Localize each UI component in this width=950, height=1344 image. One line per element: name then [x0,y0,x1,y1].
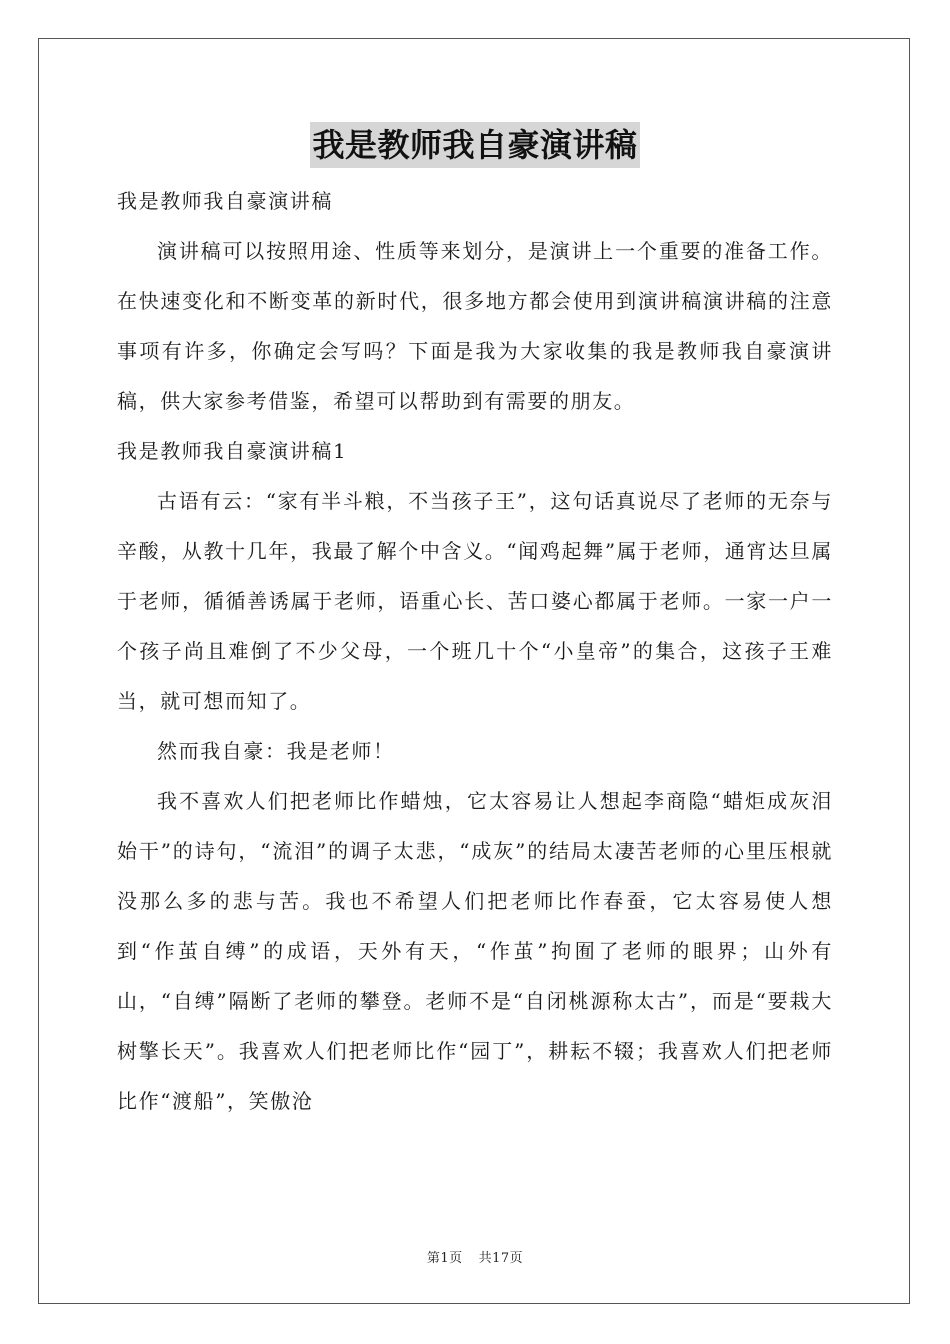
document-title: 我是教师我自豪演讲稿 [310,122,639,168]
page-footer [0,1247,950,1266]
paragraph-body-3: 我不喜欢人们把老师比作蜡烛，它太容易让人想起李商隐“蜡炬成灰泪始干”的诗句，“流泪”的调子太悲，“成灰”的结局太凄苦老师的心里压根就没那么多的悲与苦。我也不希望人们把老师比作春蚕，它太容易使人想到“作茧自缚”的成语，天外有天，“作茧”拘囿了老师的眼界；山外有山，“自缚”隔断了老师的攀登。老师不是“自闭桃源称太古”，而是“要栽大树擎长天”。我喜欢人们把老师比作“园丁”，耕耘不辍；我喜欢人们把老师比作“渡船”，笑傲沧 [117,789,833,1113]
document-body [117,176,833,1126]
paragraph-subtitle: 我是教师我自豪演讲稿 [117,189,333,213]
paragraph-body-2: 然而我自豪：我是老师！ [157,739,395,763]
paragraph-section-heading: 我是教师我自豪演讲稿1 [117,439,348,463]
page-number: 第1页 [426,1251,463,1266]
page-total: 共17页 [478,1251,524,1266]
paragraph-intro: 演讲稿可以按照用途、性质等来划分，是演讲上一个重要的准备工作。在快速变化和不断变革的新时代，很多地方都会使用到演讲稿演讲稿的注意事项有许多，你确定会写吗？下面是我为大家收集的我是教师我自豪演讲稿，供大家参考借鉴，希望可以帮助到有需要的朋友。 [117,239,833,413]
title-wrap [0,122,950,168]
paragraph-body-1: 古语有云：“家有半斗粮，不当孩子王”，这句话真说尽了老师的无奈与辛酸，从教十几年，我最了解个中含义。“闻鸡起舞”属于老师，通宵达旦属于老师，循循善诱属于老师，语重心长、苦口婆心都属于老师。一家一户一个孩子尚且难倒了不少父母，一个班几十个“小皇帝”的集合，这孩子王难当，就可想而知了。 [117,489,833,713]
